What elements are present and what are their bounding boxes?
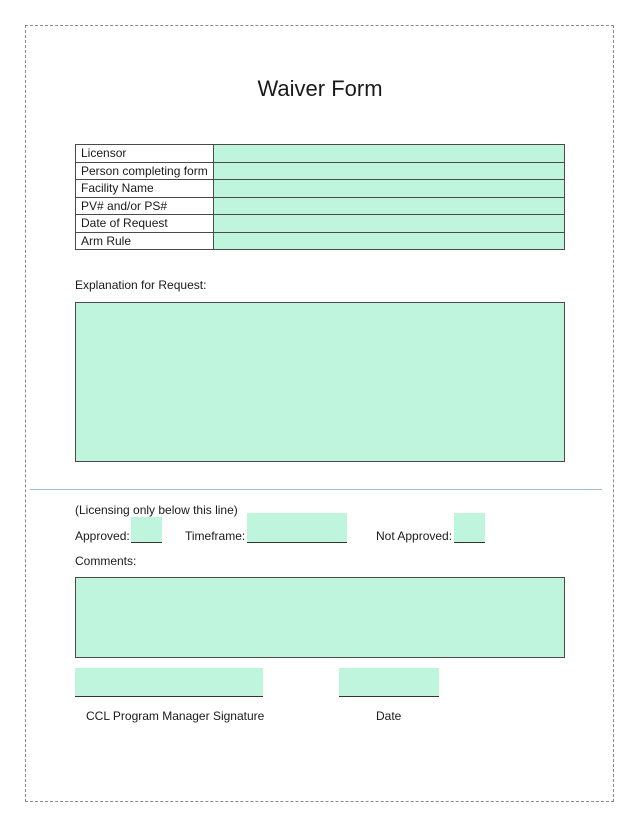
approved-underline <box>131 542 162 543</box>
table-row <box>76 232 565 250</box>
licensing-divider <box>30 489 602 490</box>
table-row <box>76 145 565 163</box>
not-approved-underline <box>454 542 485 543</box>
date-input[interactable] <box>339 668 439 696</box>
explanation-label: Explanation for Request: <box>75 278 207 292</box>
signature-label: CCL Program Manager Signature <box>86 709 265 723</box>
table-row <box>76 197 565 215</box>
date-label: Date <box>376 709 402 723</box>
arm-rule-input[interactable] <box>213 232 564 250</box>
comments-textarea[interactable] <box>75 577 565 658</box>
licensor-input[interactable] <box>213 145 564 163</box>
not-approved-label: Not Approved: <box>376 529 453 543</box>
timeframe-input[interactable] <box>247 513 347 542</box>
field-label-facility-name: Facility Name <box>76 180 214 198</box>
date-underline <box>339 696 439 697</box>
field-label-licensor: Licensor <box>76 145 214 163</box>
field-label-date-of-request: Date of Request <box>76 215 214 233</box>
person-completing-input[interactable] <box>213 162 564 180</box>
timeframe-underline <box>247 542 347 543</box>
field-label-person-completing: Person completing form <box>76 162 214 180</box>
page-title: Waiver Form <box>257 76 383 101</box>
explanation-textarea[interactable] <box>75 302 565 462</box>
field-label-arm-rule: Arm Rule <box>76 232 214 250</box>
not-approved-input[interactable] <box>454 513 485 542</box>
approved-input[interactable] <box>131 517 162 542</box>
comments-label: Comments: <box>75 554 137 568</box>
table-row <box>76 215 565 233</box>
licensing-note: (Licensing only below this line) <box>75 503 238 517</box>
date-of-request-input[interactable] <box>213 215 564 233</box>
table-row <box>76 162 565 180</box>
timeframe-label: Timeframe: <box>185 529 246 543</box>
table-row <box>76 180 565 198</box>
signature-input[interactable] <box>75 668 263 696</box>
pv-ps-input[interactable] <box>213 197 564 215</box>
approved-label: Approved: <box>75 529 130 543</box>
field-label-pv-ps: PV# and/or PS# <box>76 197 214 215</box>
signature-underline <box>75 696 263 697</box>
info-table <box>75 144 565 250</box>
facility-name-input[interactable] <box>213 180 564 198</box>
